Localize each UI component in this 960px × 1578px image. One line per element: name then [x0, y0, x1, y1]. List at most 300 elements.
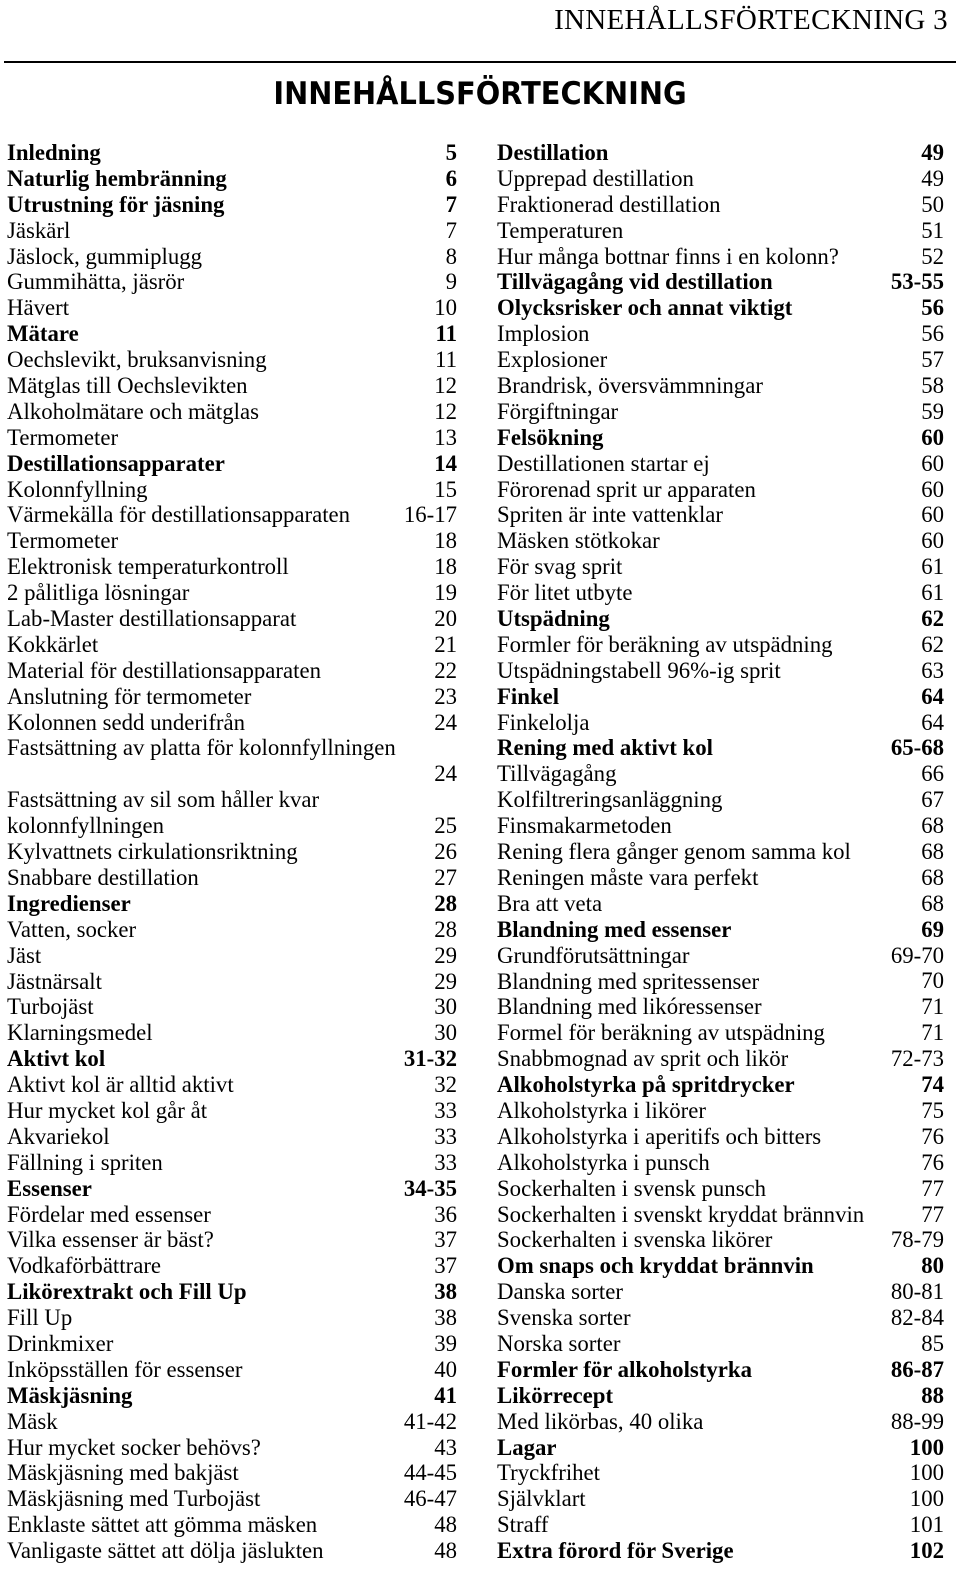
toc-entry [497, 891, 944, 917]
toc-entry [497, 347, 944, 373]
toc-entry-page: 85 [921, 1330, 944, 1356]
toc-entry-page: 62 [921, 606, 944, 632]
toc-entry [7, 1098, 457, 1124]
toc-entry [7, 917, 457, 943]
toc-entry [7, 969, 457, 995]
toc-entry-title: Ingredienser [7, 890, 131, 916]
toc-entry [497, 813, 944, 839]
toc-entry [497, 1305, 944, 1331]
toc-entry-title: Inledning [7, 140, 101, 165]
toc-entry-title: Reningen måste vara perfekt [497, 864, 759, 890]
toc-entry-page: 7 [445, 217, 457, 243]
toc-entry-page: 60 [921, 528, 944, 554]
toc-entry-page: 5 [445, 139, 457, 165]
toc-entry [497, 735, 944, 761]
toc-entry [497, 1331, 944, 1357]
toc-entry-page: 28 [434, 890, 457, 916]
toc-entry-title: Explosioner [497, 347, 608, 373]
toc-entry-title: Värmekälla för destillationsapparaten [7, 502, 351, 528]
toc-entry-title: Likörrecept [497, 1382, 614, 1408]
toc-entry-page: 34-35 [403, 1175, 457, 1201]
toc-entry [497, 1150, 944, 1176]
toc-entry-title: Alkoholmätare och mätglas [7, 398, 259, 424]
toc-entry [7, 1512, 457, 1538]
toc-entry [7, 218, 457, 244]
toc-entry-page: 80-81 [890, 1279, 944, 1305]
toc-entry-title: Alkoholstyrka i likörer [497, 1097, 706, 1123]
toc-entry [497, 606, 944, 632]
toc-entry [497, 373, 944, 399]
toc-entry [7, 787, 457, 839]
toc-entry [7, 658, 457, 684]
toc-entry-title: Likörextrakt och Fill Up [7, 1279, 247, 1305]
toc-entry-title: Formler för beräkning av utspädning [497, 631, 833, 657]
toc-entry-title: Gummihätta, jäsrör [7, 269, 185, 295]
toc-entry-title: Finsmakarmetoden [497, 813, 672, 839]
toc-entry-page: 57 [921, 347, 944, 373]
toc-entry-page: 44-45 [403, 1460, 457, 1486]
toc-entry-page: 33 [434, 1123, 457, 1149]
toc-entry [7, 632, 457, 658]
toc-entry-page: 68 [921, 890, 944, 916]
toc-entry-page: 76 [921, 1123, 944, 1149]
toc-entry-page: 75 [921, 1097, 944, 1123]
toc-entry-title: Felsökning [497, 424, 604, 450]
toc-entry-page: 21 [434, 631, 457, 657]
toc-entry-title: Olycksrisker och annat viktigt [497, 295, 793, 321]
toc-entry [7, 1176, 457, 1202]
toc-entry-title: Danska sorter [497, 1279, 623, 1305]
toc-entry-page: 52 [921, 243, 944, 269]
toc-entry [7, 347, 457, 373]
toc-entry-title: Fördelar med essenser [7, 1201, 211, 1227]
toc-entry-title: Drinkmixer [7, 1331, 114, 1356]
toc-entry-title: Alkoholstyrka på spritdrycker [497, 1072, 795, 1098]
toc-entry [497, 839, 944, 865]
toc-entry-page: 18 [434, 554, 457, 580]
toc-entry-title: Vanligaste sättet att dölja jäslukten [7, 1538, 324, 1564]
toc-entry-title: För litet utbyte [497, 580, 633, 606]
toc-entry [497, 1124, 944, 1150]
toc-entry-title: Kolonnfyllning [7, 476, 148, 502]
toc-entry [497, 1253, 944, 1279]
toc-entry-title: Snabbmognad av sprit och likör [497, 1046, 789, 1072]
toc-entry-title: Temperaturen [497, 217, 624, 243]
running-head: INNEHÅLLSFÖRTECKNING 3 [554, 4, 948, 36]
toc-entry-title: Förgiftningar [497, 398, 619, 424]
toc-entry-page: 40 [434, 1356, 457, 1382]
toc-entry-title: Aktivt kol [7, 1046, 106, 1072]
toc-entry-page: 15 [434, 476, 457, 502]
toc-entry-title: Blandning med spritessenser [497, 968, 760, 994]
toc-entry [7, 1486, 457, 1512]
toc-entry-page: 36 [434, 1201, 457, 1227]
toc-entry [7, 606, 457, 632]
toc-entry-page: 80 [921, 1253, 944, 1279]
toc-entry-title: Destillation [497, 140, 609, 165]
toc-entry-title: Extra förord för Sverige [497, 1538, 734, 1564]
toc-entry-page: 102 [909, 1538, 944, 1564]
header-rule [4, 61, 956, 63]
toc-entry [497, 1020, 944, 1046]
toc-entry [497, 684, 944, 710]
toc-entry-page: 29 [434, 968, 457, 994]
toc-entry [497, 399, 944, 425]
toc-entry-title: Finkelolja [497, 709, 590, 735]
toc-entry [7, 554, 457, 580]
toc-entry-title: Aktivt kol är alltid aktivt [7, 1072, 234, 1098]
toc-entry-page: 48 [434, 1538, 457, 1564]
toc-entry [7, 295, 457, 321]
toc-entry [497, 1176, 944, 1202]
toc-entry-page: 46-47 [403, 1486, 457, 1512]
toc-entry [497, 1202, 944, 1228]
toc-entry [7, 1046, 457, 1072]
toc-entry-page: 50 [921, 191, 944, 217]
toc-entry-title: Spriten är inte vattenklar [497, 502, 723, 528]
toc-entry-page: 25 [434, 813, 457, 839]
toc-entry [497, 1357, 944, 1383]
toc-entry [497, 787, 944, 813]
toc-entry-title: Utspädning [497, 606, 610, 632]
toc-entry-title: Hur mycket socker behövs? [7, 1434, 261, 1460]
toc-entry-title: Med likörbas, 40 olika [497, 1408, 704, 1434]
toc-entry-page: 53-55 [890, 269, 944, 295]
toc-entry-title: Jästnärsalt [7, 968, 102, 994]
toc-entry [497, 1046, 944, 1072]
toc-entry-title: Rening med aktivt kol [497, 735, 713, 761]
toc-entry-title: Rening flera gånger genom samma kol [497, 839, 851, 865]
toc-entry-title: Inköpsställen för essenser [7, 1356, 243, 1382]
toc-entry-title: Alkoholstyrka i punsch [497, 1149, 710, 1175]
toc-entry-page: 60 [921, 476, 944, 502]
toc-entry-title: Destillationen startar ej [497, 450, 710, 476]
toc-right-column [497, 140, 944, 1564]
toc-entry-title: Tryckfrihet [497, 1460, 600, 1486]
toc-entry [7, 425, 457, 451]
toc-entry [7, 1202, 457, 1228]
toc-entry-page: 72-73 [890, 1046, 944, 1072]
toc-entry-page: 59 [921, 398, 944, 424]
toc-entry-title: Fällning i spriten [7, 1149, 163, 1175]
toc-entry [7, 710, 457, 736]
toc-entry-page: 39 [434, 1330, 457, 1356]
toc-entry [497, 761, 944, 787]
toc-entry-page: 38 [434, 1305, 457, 1331]
toc-entry-page: 20 [434, 606, 457, 632]
toc-entry [7, 891, 457, 917]
toc-entry-page: 23 [434, 683, 457, 709]
toc-entry-page: 60 [921, 424, 944, 450]
toc-entry-title: Kolfiltreringsanläggning [497, 787, 723, 813]
toc-entry-page: 16-17 [403, 502, 457, 528]
toc-entry [7, 839, 457, 865]
toc-entry-page: 48 [434, 1512, 457, 1538]
toc-entry-title: Hur många bottnar finns i en kolonn? [497, 243, 839, 269]
toc-entry [497, 425, 944, 451]
toc-entry [7, 192, 457, 218]
toc-entry [497, 140, 944, 166]
toc-entry-page: 37 [434, 1227, 457, 1253]
toc-entry-title: Vilka essenser är bäst? [7, 1227, 214, 1253]
toc-entry [497, 1072, 944, 1098]
toc-entry [497, 1098, 944, 1124]
toc-entry-page: 18 [434, 528, 457, 554]
toc-entry-title: Brandrisk, översvämmningar [497, 373, 763, 399]
toc-entry [7, 1538, 457, 1564]
toc-entry-page: 60 [921, 450, 944, 476]
toc-entry-title: Kokkärlet [7, 631, 99, 657]
toc-entry-title: Fastsättning av sil som håller kvar kolonnfyllningen [7, 787, 320, 839]
toc-entry-title: Material för destillationsapparaten [7, 657, 321, 683]
toc-entry-title: Mäskjäsning [7, 1382, 133, 1408]
toc-entry [7, 943, 457, 969]
toc-entry-page: 88 [921, 1382, 944, 1408]
toc-entry-title: Jäst [7, 942, 42, 968]
toc-entry-page: 41-42 [403, 1408, 457, 1434]
toc-entry-title: Utspädningstabell 96%-ig sprit [497, 657, 781, 683]
toc-entry-title: Implosion [497, 321, 590, 347]
toc-entry-title: Sockerhalten i svenskt kryddat brännvin [497, 1201, 865, 1227]
toc-entry-page: 62 [921, 631, 944, 657]
toc-entry-page: 63 [921, 657, 944, 683]
toc-entry-title: Kolonnen sedd underifrån [7, 709, 246, 735]
toc-entry [497, 244, 944, 270]
toc-entry [7, 166, 457, 192]
toc-entry-title: Oechslevikt, bruksanvisning [7, 347, 267, 373]
toc-entry-title: Hävert [7, 295, 70, 321]
toc-entry [497, 969, 944, 995]
toc-entry-page: 82-84 [890, 1305, 944, 1331]
toc-entry-page: 60 [921, 502, 944, 528]
toc-entry [497, 580, 944, 606]
toc-entry-page: 71 [921, 994, 944, 1020]
toc-entry [7, 244, 457, 270]
toc-entry-title: Förorenad sprit ur apparaten [497, 476, 756, 502]
toc-entry-page: 51 [921, 217, 944, 243]
toc-entry-page: 31-32 [403, 1046, 457, 1072]
toc-entry-title: 2 pålitliga lösningar [7, 580, 190, 606]
toc-entry-title: Upprepad destillation [497, 165, 694, 191]
toc-entry-title: Blandning med essenser [497, 916, 732, 942]
toc-entry [497, 1460, 944, 1486]
toc-entry-title: Mätare [7, 321, 79, 347]
toc-entry-page: 64 [921, 709, 944, 735]
toc-entry [497, 192, 944, 218]
toc-entry-title: Kylvattnets cirkulationsriktning [7, 839, 298, 865]
toc-entry-page: 100 [909, 1460, 944, 1486]
toc-entry-title: Blandning med likóressenser [497, 994, 762, 1020]
toc-entry-title: För svag sprit [497, 554, 623, 580]
toc-entry-page: 13 [434, 424, 457, 450]
toc-entry-title: Snabbare destillation [7, 864, 199, 890]
toc-entry-title: Anslutning för termometer [7, 683, 252, 709]
toc-entry-page: 49 [921, 139, 944, 165]
toc-entry [497, 632, 944, 658]
toc-entry [7, 1279, 457, 1305]
toc-entry-title: Formler för alkoholstyrka [497, 1356, 752, 1382]
toc-entry-title: Mäskjäsning med bakjäst [7, 1460, 239, 1486]
toc-entry [497, 321, 944, 347]
toc-entry [7, 1435, 457, 1461]
toc-entry-page: 64 [921, 683, 944, 709]
toc-entry [497, 865, 944, 891]
toc-entry-title: Norska sorter [497, 1330, 621, 1356]
toc-entry-title: Jäslock, gummiplugg [7, 243, 203, 269]
toc-entry [7, 1227, 457, 1253]
toc-entry [497, 1538, 944, 1564]
toc-entry [7, 321, 457, 347]
toc-entry-title: Lab-Master destillationsapparat [7, 606, 297, 632]
toc-entry-title: Fill Up [7, 1305, 73, 1331]
toc-entry [497, 218, 944, 244]
toc-entry-page: 28 [434, 916, 457, 942]
toc-entry-title: Destillationsapparater [7, 450, 225, 476]
toc-entry-page: 43 [434, 1434, 457, 1460]
toc-entry [497, 710, 944, 736]
toc-entry-title: Naturlig hembränning [7, 165, 227, 191]
toc-entry-page: 66 [921, 761, 944, 787]
toc-entry-page: 14 [434, 450, 457, 476]
toc-entry-title: Mäsk [7, 1408, 58, 1434]
toc-entry [7, 865, 457, 891]
toc-entry [497, 917, 944, 943]
toc-entry-page: 58 [921, 373, 944, 398]
toc-entry-page: 67 [921, 787, 944, 813]
toc-entry-title: Vodkaförbättrare [7, 1253, 162, 1279]
toc-entry-page: 37 [434, 1253, 457, 1279]
toc-entry-title: Bra att veta [497, 890, 603, 916]
toc-entry [497, 1279, 944, 1305]
toc-entry [497, 1512, 944, 1538]
toc-entry-page: 27 [434, 864, 457, 890]
toc-entry-page: 9 [445, 269, 457, 295]
toc-entry [7, 994, 457, 1020]
toc-entry-page: 61 [921, 554, 944, 580]
toc-entry-title: Elektronisk temperaturkontroll [7, 554, 289, 580]
toc-entry-title: Essenser [7, 1175, 92, 1201]
toc-entry-page: 70 [921, 968, 944, 994]
toc-entry-title: Alkoholstyrka i aperitifs och bitters [497, 1123, 822, 1149]
toc-entry-page: 41 [434, 1382, 457, 1408]
toc-entry-title: Lagar [497, 1434, 557, 1460]
toc-entry [7, 502, 457, 528]
toc-entry [7, 269, 457, 295]
toc-entry [7, 1020, 457, 1046]
toc-entry-title: Termometer [7, 528, 119, 554]
toc-entry-page: 49 [921, 165, 944, 191]
toc-entry-page: 65-68 [890, 735, 944, 761]
toc-entry-title: Formel för beräkning av utspädning [497, 1020, 825, 1046]
toc-entry-page: 38 [434, 1279, 457, 1305]
toc-entry-title: Straff [497, 1512, 549, 1538]
toc-entry-page: 29 [434, 942, 457, 968]
toc-entry [7, 373, 457, 399]
toc-entry-title: Vatten, socker [7, 916, 137, 942]
toc-entry [7, 528, 457, 554]
toc-entry-page: 77 [921, 1175, 944, 1201]
toc-entry-title: Mäsken stötkokar [497, 528, 660, 554]
toc-entry-page: 24 [434, 761, 457, 787]
toc-entry-title: Om snaps och kryddat brännvin [497, 1253, 814, 1279]
toc-entry [7, 399, 457, 425]
toc-entry-page: 8 [445, 243, 457, 269]
toc-entry [7, 1357, 457, 1383]
toc-entry [7, 1383, 457, 1409]
toc-entry [497, 554, 944, 580]
toc-entry-page: 6 [445, 165, 457, 191]
toc-entry-page: 86-87 [890, 1356, 944, 1382]
toc-entry [497, 528, 944, 554]
toc-entry-page: 24 [434, 709, 457, 735]
toc-entry [497, 1409, 944, 1435]
toc-entry [497, 502, 944, 528]
toc-entry-page: 22 [434, 657, 457, 683]
toc-entry [497, 1383, 944, 1409]
toc-entry-title: Svenska sorter [497, 1305, 631, 1331]
toc-entry [7, 140, 457, 166]
toc-entry-page: 7 [445, 191, 457, 217]
toc-entry-page: 74 [921, 1072, 944, 1098]
toc-entry-title: Termometer [7, 424, 119, 450]
toc-entry-title: Turbojäst [7, 994, 94, 1020]
toc-entry-title: Fraktionerad destillation [497, 191, 721, 217]
toc-entry-page: 77 [921, 1201, 944, 1227]
toc-entry [497, 658, 944, 684]
toc-entry-page: 78-79 [890, 1227, 944, 1253]
toc-entry [497, 295, 944, 321]
toc-entry-title: Jäskärl [7, 217, 71, 243]
toc-entry-page: 100 [909, 1486, 944, 1512]
page-title: INNEHÅLLSFÖRTECKNING [273, 76, 687, 112]
toc-entry [7, 684, 457, 710]
toc-entry-page: 71 [921, 1020, 944, 1046]
toc-entry-page: 68 [921, 813, 944, 839]
toc-entry [7, 1072, 457, 1098]
toc-entry-page: 100 [909, 1434, 944, 1460]
toc-entry-page: 68 [921, 864, 944, 890]
toc-entry [7, 1253, 457, 1279]
toc-entry [497, 994, 944, 1020]
toc-entry [7, 1124, 457, 1150]
toc-entry [497, 451, 944, 477]
toc-entry-page: 88-99 [890, 1408, 944, 1434]
toc-entry [7, 451, 457, 477]
toc-entry-title: Akvariekol [7, 1123, 110, 1149]
toc-entry [7, 1305, 457, 1331]
toc-entry-page: 33 [434, 1097, 457, 1123]
toc-entry-page: 69 [921, 916, 944, 942]
toc-entry-page: 69-70 [890, 942, 944, 968]
toc-entry-page: 33 [434, 1149, 457, 1175]
toc-entry-page: 61 [921, 580, 944, 606]
toc-entry-page: 12 [434, 373, 457, 398]
toc-entry-title: Hur mycket kol går åt [7, 1097, 208, 1123]
toc-entry-title: Sockerhalten i svensk punsch [497, 1175, 767, 1201]
toc-entry-page: 56 [921, 295, 944, 321]
toc-entry-title: Grundförutsättningar [497, 942, 690, 968]
toc-entry-title: Mäskjäsning med Turbojäst [7, 1486, 261, 1512]
toc-left-column [7, 140, 457, 1564]
toc-entry-page: 19 [434, 580, 457, 606]
toc-entry-page: 30 [434, 994, 457, 1020]
toc-entry-title: Klarningsmedel [7, 1020, 153, 1046]
toc-entry-page: 11 [435, 347, 457, 373]
toc-entry [497, 269, 944, 295]
toc-entry [7, 1150, 457, 1176]
toc-entry-title: Enklaste sättet att gömma mäsken [7, 1512, 318, 1538]
toc-entry [497, 477, 944, 503]
